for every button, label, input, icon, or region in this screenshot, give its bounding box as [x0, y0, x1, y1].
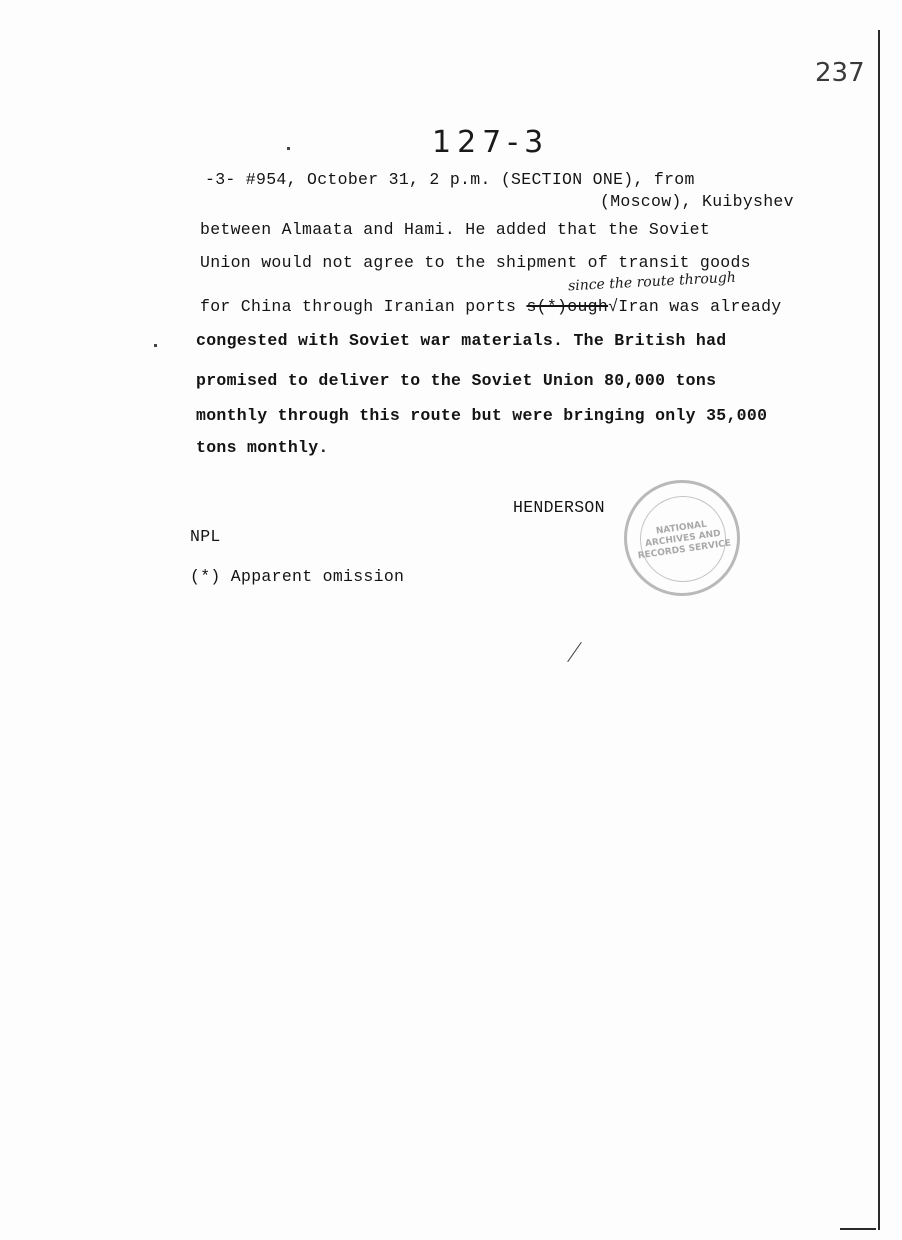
struck-text: s(*)ough	[526, 297, 609, 316]
footnote: (*) Apparent omission	[190, 567, 405, 586]
body-line-4: congested with Soviet war materials. The British had	[196, 331, 727, 350]
telegram-header-line: -3- #954, October 31, 2 p.m. (SECTION ONE), from	[205, 170, 695, 189]
stray-mark	[567, 642, 582, 662]
body-line-3-start: for China through Iranian ports	[200, 297, 517, 316]
stray-mark	[287, 147, 290, 150]
body-line-6: monthly through this route but were bringing only 35,000	[196, 406, 768, 425]
body-line-1: between Almaata and Hami. He added that the Soviet	[200, 220, 711, 239]
stray-mark	[154, 344, 157, 347]
file-number: 127-3	[432, 125, 550, 160]
initials: NPL	[190, 527, 221, 546]
body-line-7: tons monthly.	[196, 438, 329, 457]
caret-mark: √	[608, 297, 619, 316]
body-line-5: promised to deliver to the Soviet Union 80,000 tons	[196, 371, 717, 390]
stamp-text: NATIONAL ARCHIVES AND RECORDS SERVICE	[637, 519, 732, 562]
page-edge-line	[878, 30, 880, 1230]
telegram-origin-line: (Moscow), Kuibyshev	[600, 192, 794, 211]
signature: HENDERSON	[513, 498, 605, 517]
page-number: 237	[815, 58, 865, 88]
archive-stamp	[624, 480, 740, 596]
body-line-2: Union would not agree to the shipment of transit goods	[200, 253, 751, 272]
corner-mark	[840, 1228, 876, 1230]
body-line-3	[200, 297, 782, 316]
body-line-3-end: Iran was already	[618, 297, 782, 316]
handwritten-insertion: since the route through	[567, 269, 737, 295]
